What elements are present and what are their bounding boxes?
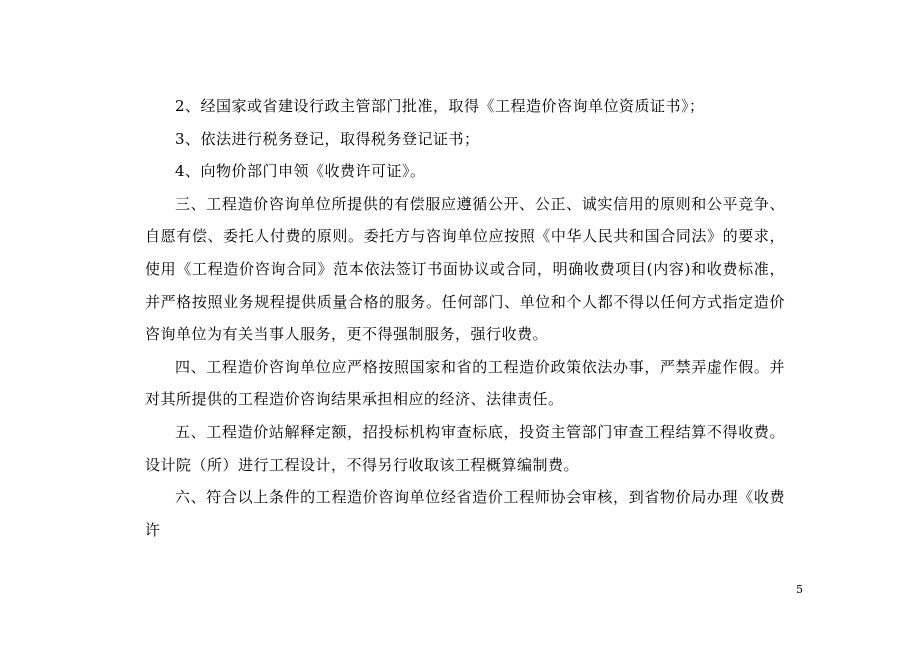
- paragraph-section-3: 三、工程造价咨询单位所提供的有偿服应遵循公开、公正、诚实信用的原则和公平竞争、自愿有偿、委托人付费的原则。委托方与咨询单位应按照《中华人民共和国合同法》的要求，使用《工程造价咨询合同》范本依法签订书面协议或合同，明确收费项目(内容)和收费标准，并严格按照业务规程提供质量合格的服务。任何部门、单位和个人都不得以任何方式指定造价咨询单位为有关当事人服务，更不得强制服务，强行收费。: [145, 194, 785, 344]
- paragraph-item-3: 3、依法进行税务登记，取得税务登记证书；: [175, 129, 480, 148]
- paragraph-section-6: 六、符合以上条件的工程造价咨询单位经省造价工程师协会审核，到省物价局办理《收费许: [145, 488, 785, 539]
- paragraph-item-2: 2、经国家或省建设行政主管部门批准，取得《工程造价咨询单位资质证书》；: [175, 97, 705, 115]
- paragraph-item-4: 4、向物价部门申领《收费许可证》。: [175, 162, 426, 181]
- paragraph-section-4: 四、工程造价咨询单位应严格按照国家和省的工程造价政策依法办事，严禁弄虚作假。并对其所提供的工程造价咨询结果承担相应的经济、法律责任。: [145, 357, 785, 409]
- paragraph-section-5: 五、工程造价站解释定额，招投标机构审查标底，投资主管部门审查工程结算不得收费。设计院（所）进行工程设计，不得另行收取该工程概算编制费。: [145, 422, 785, 474]
- page-number: 5: [796, 583, 803, 596]
- document-body: [145, 90, 785, 546]
